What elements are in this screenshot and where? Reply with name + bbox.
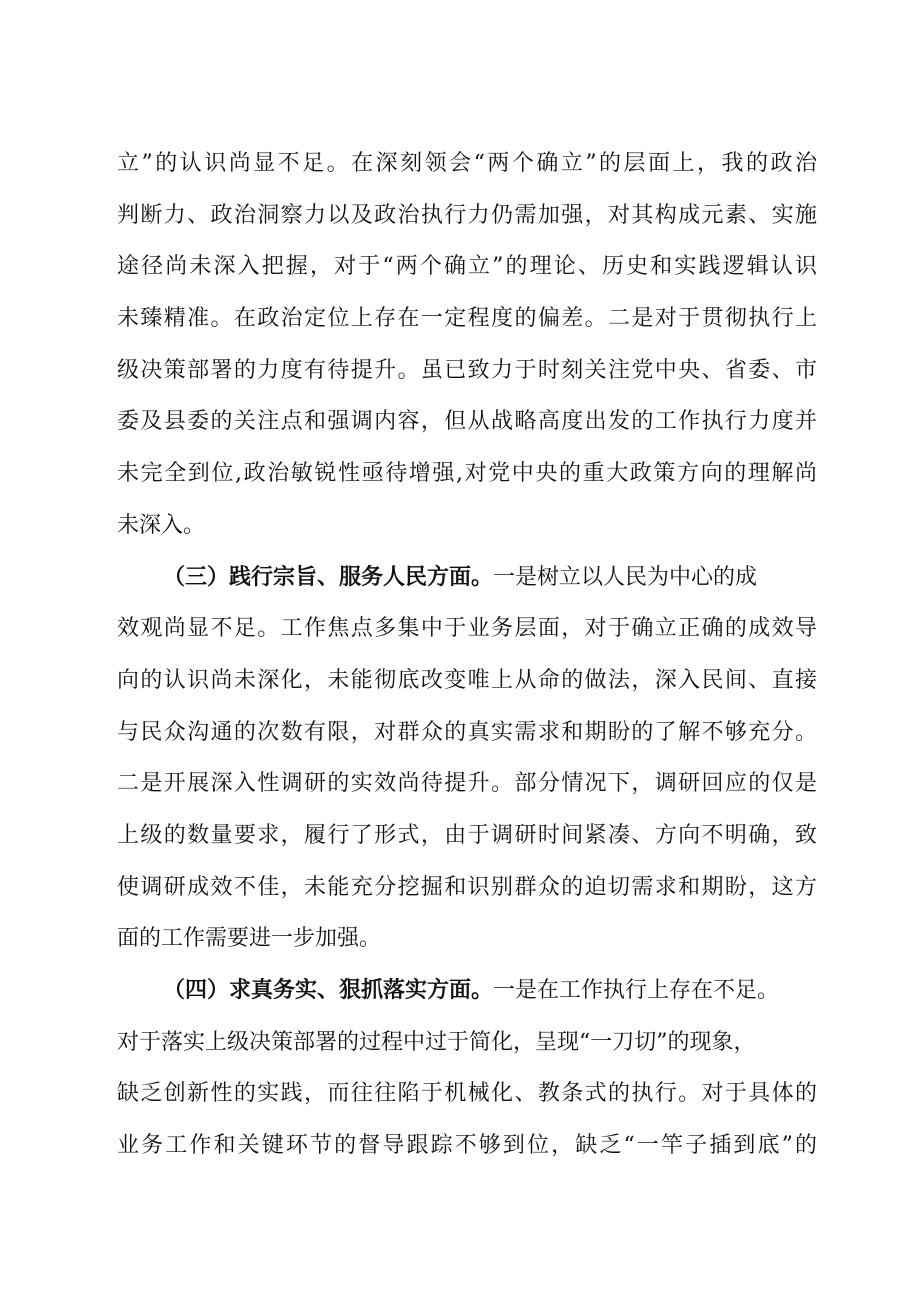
text-line: 与民众沟通的次数有限，对群众的真实需求和期盼的了解不够充分。 <box>117 719 817 745</box>
paragraph-section-4 <box>117 965 817 1172</box>
text-line: 未完全到位,政治敏锐性亟待增强,对党中央的重大政策方向的理解尚 <box>117 461 817 487</box>
text-line: 使调研成效不佳，未能充分挖掘和识别群众的迫切需求和期盼，这方 <box>117 874 817 900</box>
text-line: 面的工作需要进一步加强。 <box>117 926 382 952</box>
text-line: 对于落实上级决策部署的过程中过于简化，呈现“一刀切”的现象， <box>117 1029 756 1055</box>
text-line: 未深入。 <box>117 512 206 538</box>
paragraph-section-3 <box>117 552 817 966</box>
section-3-first-line <box>117 552 817 604</box>
text-line: 缺乏创新性的实践，而往往陷于机械化、教条式的执行。对于具体的 <box>117 1081 817 1107</box>
document-body <box>117 138 817 1172</box>
section-4-first-line <box>117 965 817 1017</box>
text-line: 判断力、政治洞察力以及政治执行力仍需加强，对其构成元素、实施 <box>117 202 817 228</box>
text-line: 级决策部署的力度有待提升。虽已致力于时刻关注党中央、省委、市 <box>117 357 817 383</box>
section-4-first-line-text: 一是在工作执行上存在不足。 <box>493 978 780 1003</box>
text-line: 立”的认识尚显不足。在深刻领会“两个确立”的层面上，我的政治 <box>117 151 817 176</box>
text-line: 效观尚显不足。工作焦点多集中于业务层面，对于确立正确的成效导 <box>117 616 817 642</box>
text-line: 上级的数量要求，履行了形式，由于调研时间紧凑、方向不明确，致 <box>117 822 817 848</box>
text-line: 途径尚未深入把握，对于“两个确立”的理论、历史和实践逻辑认识 <box>117 254 817 280</box>
section-3-heading: （三）践行宗旨、服务人民方面。 <box>163 564 494 590</box>
text-line: 向的认识尚未深化，未能彻底改变唯上从命的做法，深入民间、直接 <box>117 667 817 693</box>
text-line: 未臻精准。在政治定位上存在一定程度的偏差。二是对于贯彻执行上 <box>117 306 817 332</box>
paragraph-political-judgment <box>117 138 817 552</box>
section-3-first-line-text: 一是树立以人民为中心的成 <box>493 564 758 590</box>
section-4-heading: （四）求真务实、狠抓落实方面。 <box>163 978 494 1003</box>
text-line: 委及县委的关注点和强调内容，但从战略高度出发的工作执行力度并 <box>117 409 817 435</box>
text-line: 业务工作和关键环节的督导跟踪不够到位，缺乏“一竿子插到底”的 <box>117 1133 817 1159</box>
text-line: 二是开展深入性调研的实效尚待提升。部分情况下，调研回应的仅是 <box>117 771 817 797</box>
